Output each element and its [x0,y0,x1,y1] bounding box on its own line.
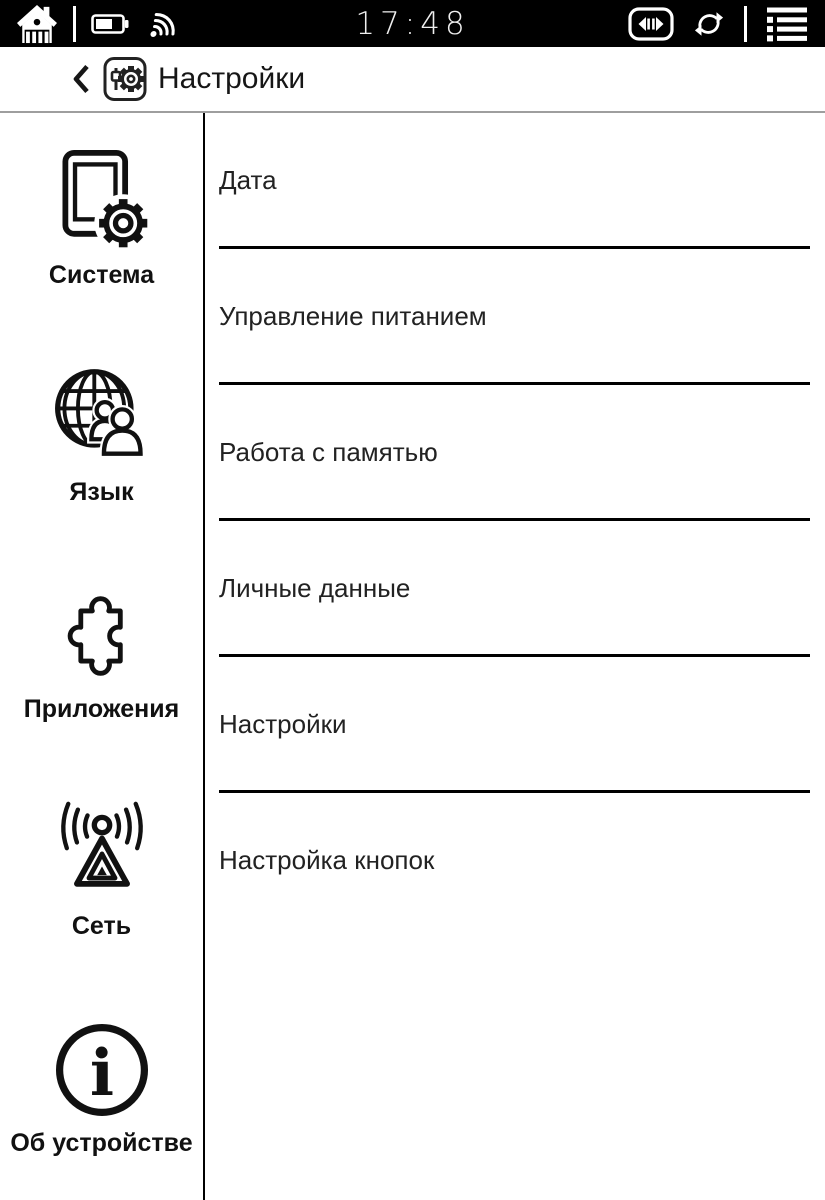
home-icon[interactable] [16,4,58,44]
settings-list [205,113,825,1200]
sidebar-item-language[interactable] [0,330,203,547]
device-gear-icon [49,149,155,255]
wifi-icon [144,9,176,39]
puzzle-icon [49,583,155,689]
settings-row-memory[interactable] [219,385,810,521]
row-label: Работа с памятью [219,437,438,467]
status-bar [0,0,825,47]
battery-icon [91,14,129,34]
statusbar-divider [73,6,76,42]
row-label: Личные данные [219,573,411,603]
status-bar-right [628,0,825,47]
page-turn-icon[interactable] [628,7,674,41]
svg-text:i: i [89,1035,114,1111]
page-title: Настройки [158,62,306,95]
settings-app-icon [103,55,147,103]
statusbar-divider [744,6,747,42]
settings-body [0,113,825,1200]
sidebar-label: Язык [69,478,134,506]
row-label: Управление питанием [219,301,487,331]
back-chevron-icon[interactable] [70,63,92,95]
status-bar-left [0,0,176,47]
row-label: Настройки [219,709,347,739]
sidebar-item-about[interactable] [0,981,203,1198]
sidebar [0,113,205,1200]
sidebar-label: Система [48,261,155,289]
settings-row-buttons[interactable] [219,793,810,929]
settings-row-power[interactable] [219,249,810,385]
clock: 17:48 [355,5,470,42]
settings-row-settings[interactable] [219,657,810,793]
sidebar-label: Сеть [71,912,132,940]
antenna-icon [49,800,155,906]
sidebar-label: Приложения [23,695,180,723]
menu-list-icon[interactable] [767,6,807,42]
sidebar-item-network[interactable] [0,764,203,981]
sync-icon[interactable] [694,8,724,40]
settings-row-date[interactable] [219,113,810,249]
row-label: Настройка кнопок [219,845,435,875]
header [0,47,825,111]
sidebar-item-applications[interactable] [0,547,203,764]
sidebar-label: Об устройстве [10,1129,193,1157]
info-icon [49,1017,155,1123]
globe-users-icon [49,366,155,472]
sidebar-item-system[interactable] [0,113,203,330]
settings-row-personal-data[interactable] [219,521,810,657]
row-label: Дата [219,165,277,195]
